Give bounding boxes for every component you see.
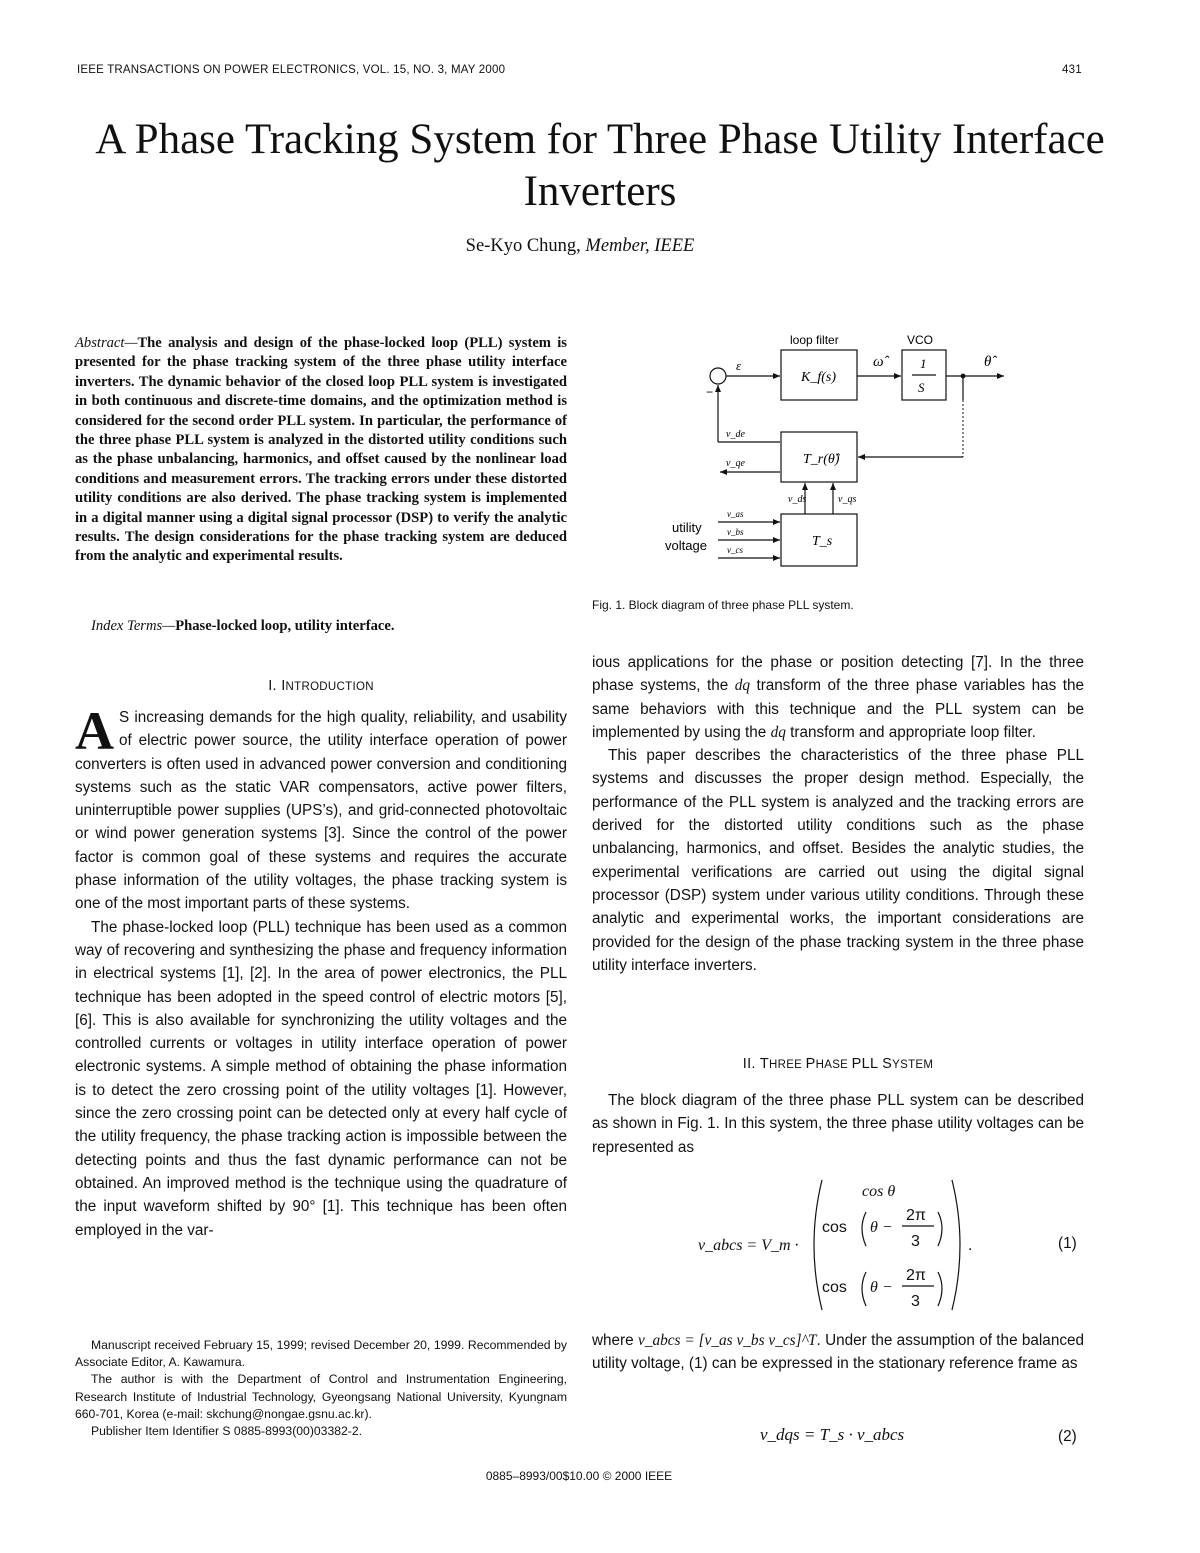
minus-sign: − [706,385,714,399]
vqe-label: v_qe [726,458,745,469]
author-line [0,236,1160,257]
eq1-row3-arg: θ − [870,1279,893,1296]
section-number: I. [268,678,282,694]
eq1-row2-cos: cos [822,1219,847,1236]
footnotes [75,1337,567,1440]
eq1-row2-arg: θ − [870,1219,893,1236]
page-number: 431 [1062,64,1082,76]
left-column-text [75,701,567,1242]
abstract-body: The analysis and design of the phase-locked loop (PLL) system is presented for the phase tracking system of the three phase utility interface inverters. The dynamic behavior of the closed loop PLL system is investigated in both continuous and discrete-time domains, and the optimization method is considered for the second order PLL system. In particular, the performance of the three phase PLL system is analyzed in the distorted utility conditions such as the phase unbalancing, harmonics, and offset caused by the nonlinear load conditions and measurement errors. The tracking errors under these distorted utility conditions are also derived. The phase tracking system is implemented in a digital manner using a digital signal processor (DSP) to verify the analytic results. The design considerations for the phase tracking system are deduced from the analytic and experimental results. [75,335,567,565]
index-terms-body: Phase-locked loop, utility interface. [175,618,395,634]
author-role: Member, IEEE [585,236,695,256]
ts-block-label: T_s [812,534,833,549]
eq1-row3-cos: cos [822,1279,847,1296]
dropcap: A [75,701,114,761]
eq1-row3-frac-num: 2π [906,1267,926,1284]
paper-title: A Phase Tracking System for Three Phase Utility Interface Inverters [95,116,1105,215]
eq1-row1: cos θ [862,1183,896,1200]
intro-paragraph-2-continued: ious applications for the phase or position detecting [7]. In the three phase systems, the dq transform of the three phase variables has the same behaviors with this technique and the PLL system can be implemented by using the dq transform and appropriate loop filter. [592,654,1085,741]
section2-paragraph-1: The block diagram of the three phase PLL system can be described as shown in Fig. 1. In this system, the three phase utility voltages can be represented as [592,1092,1084,1156]
vco-denominator: S [918,380,925,395]
inline-math-vabcs: v_abcs = [v_as v_bs v_cs]^T [638,1332,817,1349]
footnote-publisher-id: Publisher Item Identifier S 0885-8993(00)03382-2. [91,1424,362,1439]
theta-hat-label: θ̂ [984,354,992,370]
vco-label: VCO [907,333,934,347]
footnote-manuscript: Manuscript received February 15, 1999; revised December 20, 1999. Recommended by Associate Editor, A. Kawamura. [75,1338,567,1370]
eq1-row3-frac-den: 3 [911,1293,920,1310]
loop-filter-label: loop filter [790,333,839,347]
equation-2-number: (2) [1058,1428,1077,1445]
vde-label: v_de [726,429,745,440]
vco-numerator: 1 [920,356,927,371]
vbs-label: v_bs [727,527,744,537]
section2-paragraph-2: where v_abcs = [v_as v_bs v_cs]^T. Under the assumption of the balanced utility voltage, (1) can be expressed in the stationary reference frame as [592,1332,1084,1373]
vcs-label: v_cs [727,545,743,555]
running-header: IEEE TRANSACTIONS ON POWER ELECTRONICS, VOL. 15, NO. 3, MAY 2000 [77,64,506,76]
copyright-footer: 0885–8993/00$10.00 © 2000 IEEE [485,1469,673,1483]
svg-text:.: . [968,1237,973,1254]
abstract [75,334,567,567]
vas-label: v_as [727,509,744,519]
section-heading-introduction: I. INTRODUCTION [268,678,374,694]
utility-label: utility [672,520,702,535]
vds-label: v_ds [788,494,807,505]
section-heading-three-phase-pll: II. THREE PHASE PLL SYSTEM [742,1056,934,1072]
kf-block-label: K_f(s) [801,370,836,385]
figure-block-diagram [640,322,1020,582]
intro-paragraph-1: A S increasing demands for the high quality, reliability, and usability of electric power source, the utility interface operation of power converters is often used in advanced power conversion and conditioning systems such as the static VAR compensators, active power filters, uninterruptible power supplies (UPS’s), and grid-connected photovoltaic or wind power generation systems [3]. Since the control of the power factor is common goal of these systems and requires the accurate phase information of the utility voltages, the phase tracking system is one of the most important parts of these systems. [75,701,567,913]
intro-paragraph-2: The phase-locked loop (PLL) technique has been used as a common way of recovering and synthesizing the phase and frequency information in electrical systems [1], [2]. In the area of power electronics, the PLL technique has been adopted in the speed control of electric motors [5], [6]. This is also available for synchronizing the utility voltages and the controlled currents or voltages in utility interface operation of power electronic systems. A simple method of obtaining the phase information is to detect the zero crossing point of the utility voltages [1]. However, since the zero crossing point can be detected only at every half cycle of the utility frequency, the phase tracking action is impossible between the detecting points and thus the fast dynamic performance can not be obtained. An improved method is the technique using the quadrature of the input waveform shifted by 90° [1]. This technique has been often employed in the var- [75,918,567,1239]
summing-junction [710,368,726,384]
index-terms [91,618,567,635]
vqs-label: v_qs [838,494,857,505]
error-label: ε [736,358,742,373]
footnote-affiliation: The author is with the Department of Control and Instrumentation Engineering, Research Institute of Industrial Technology, Gyeongsang National University, Kyungnam 660-701, Korea (e-mail: skchung@nongae.gsnu.ac.kr). [75,1372,567,1421]
equation-1 [690,1175,1090,1315]
right-column-text [592,651,1084,977]
figure-caption: Fig. 1. Block diagram of three phase PLL system. [592,598,854,612]
equation-2: v_dqs = T_s · v_abcs [760,1425,905,1444]
eq1-lhs: v_abcs = V_m · [698,1237,799,1254]
equation-1-number: (1) [1058,1235,1077,1252]
tr-block-label: T_r(θ̂) [803,452,840,467]
author-name: Se-Kyo Chung, [465,236,581,256]
eq1-row2-frac-den: 3 [911,1233,920,1250]
abstract-lead: Abstract— [75,335,138,351]
intro-paragraph-3: This paper describes the characteristics of the three phase PLL systems and discusses the proper design method. Especially, the performance of the PLL system is analyzed and the tracking errors are derived for the distorted utility conditions such as the phase unbalancing, harmonics, and offset. Besides the analytic studies, the experimental verifications are carried out using the digital signal processor (DSP) system under various utility conditions. Through these analytic and experimental works, the important considerations are provided for the design of the phase tracking system in the three phase utility interface inverters. [592,747,1084,974]
index-terms-lead: Index Terms— [91,618,176,634]
eq1-row2-frac-num: 2π [906,1207,926,1224]
omega-hat-label: ω̂ [873,354,884,370]
voltage-label: voltage [665,538,707,553]
